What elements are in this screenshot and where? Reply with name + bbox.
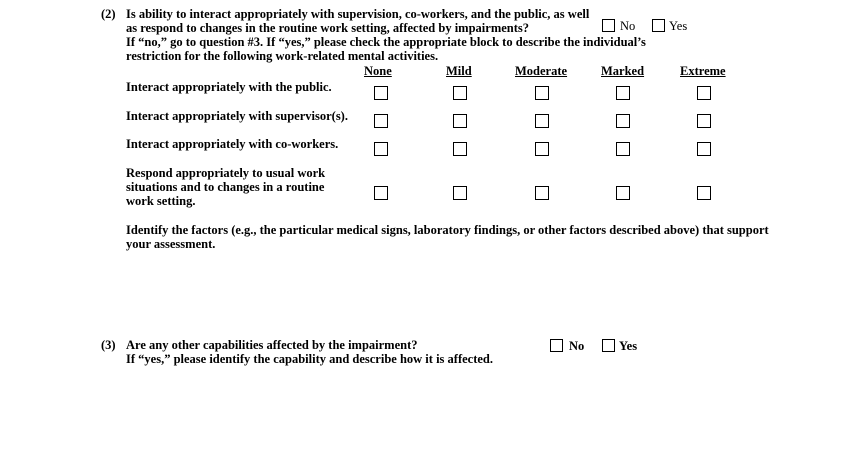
- q2-line-4: restriction for the following work-related mental activities.: [126, 49, 439, 63]
- public-none-checkbox[interactable]: [374, 86, 388, 100]
- q2-no-checkbox[interactable]: [602, 19, 615, 32]
- supervisors-marked-checkbox[interactable]: [616, 114, 630, 128]
- coworkers-marked-checkbox[interactable]: [616, 142, 630, 156]
- q3-yes-label: Yes: [619, 339, 638, 353]
- changes-marked-checkbox[interactable]: [616, 186, 630, 200]
- row-label-changes-line-2: situations and to changes in a routine: [126, 180, 325, 194]
- row-label-supervisors: Interact appropriately with supervisor(s).: [126, 109, 348, 123]
- q3-number: (3): [101, 338, 116, 352]
- header-moderate: Moderate: [515, 64, 568, 78]
- q2-no-label: No: [620, 19, 636, 33]
- q3-no-label: No: [569, 339, 585, 353]
- q3-yes-checkbox[interactable]: [602, 339, 615, 352]
- coworkers-mild-checkbox[interactable]: [453, 142, 467, 156]
- coworkers-none-checkbox[interactable]: [374, 142, 388, 156]
- q2-yes-checkbox[interactable]: [652, 19, 665, 32]
- public-marked-checkbox[interactable]: [616, 86, 630, 100]
- supervisors-extreme-checkbox[interactable]: [697, 114, 711, 128]
- public-moderate-checkbox[interactable]: [535, 86, 549, 100]
- row-label-coworkers: Interact appropriately with co-workers.: [126, 137, 339, 151]
- header-mild: Mild: [446, 64, 472, 78]
- q2-line-3: If “no,” go to question #3. If “yes,” please check the appropriate block to describe the individual’s: [126, 35, 646, 49]
- q2-number: (2): [101, 7, 116, 21]
- q2-yes-label: Yes: [669, 19, 688, 33]
- header-none: None: [364, 64, 392, 78]
- identify-line-1: Identify the factors (e.g., the particular medical signs, laboratory findings, or other factors described above) that support: [126, 223, 769, 237]
- q2-line-1: Is ability to interact appropriately with supervision, co-workers, and the public, as well: [126, 7, 590, 21]
- header-extreme: Extreme: [680, 64, 726, 78]
- changes-mild-checkbox[interactable]: [453, 186, 467, 200]
- changes-moderate-checkbox[interactable]: [535, 186, 549, 200]
- supervisors-moderate-checkbox[interactable]: [535, 114, 549, 128]
- changes-none-checkbox[interactable]: [374, 186, 388, 200]
- coworkers-moderate-checkbox[interactable]: [535, 142, 549, 156]
- q3-line-1: Are any other capabilities affected by the impairment?: [126, 338, 418, 352]
- q2-line-2: as respond to changes in the routine work setting, affected by impairments?: [126, 21, 530, 35]
- row-label-public: Interact appropriately with the public.: [126, 80, 332, 94]
- supervisors-mild-checkbox[interactable]: [453, 114, 467, 128]
- supervisors-none-checkbox[interactable]: [374, 114, 388, 128]
- row-label-changes-line-1: Respond appropriately to usual work: [126, 166, 326, 180]
- public-mild-checkbox[interactable]: [453, 86, 467, 100]
- public-extreme-checkbox[interactable]: [697, 86, 711, 100]
- row-label-changes-line-3: work setting.: [126, 194, 196, 208]
- coworkers-extreme-checkbox[interactable]: [697, 142, 711, 156]
- header-marked: Marked: [601, 64, 645, 78]
- identify-line-2: your assessment.: [126, 237, 216, 251]
- q3-line-2: If “yes,” please identify the capability and describe how it is affected.: [126, 352, 493, 366]
- q3-no-checkbox[interactable]: [550, 339, 563, 352]
- changes-extreme-checkbox[interactable]: [697, 186, 711, 200]
